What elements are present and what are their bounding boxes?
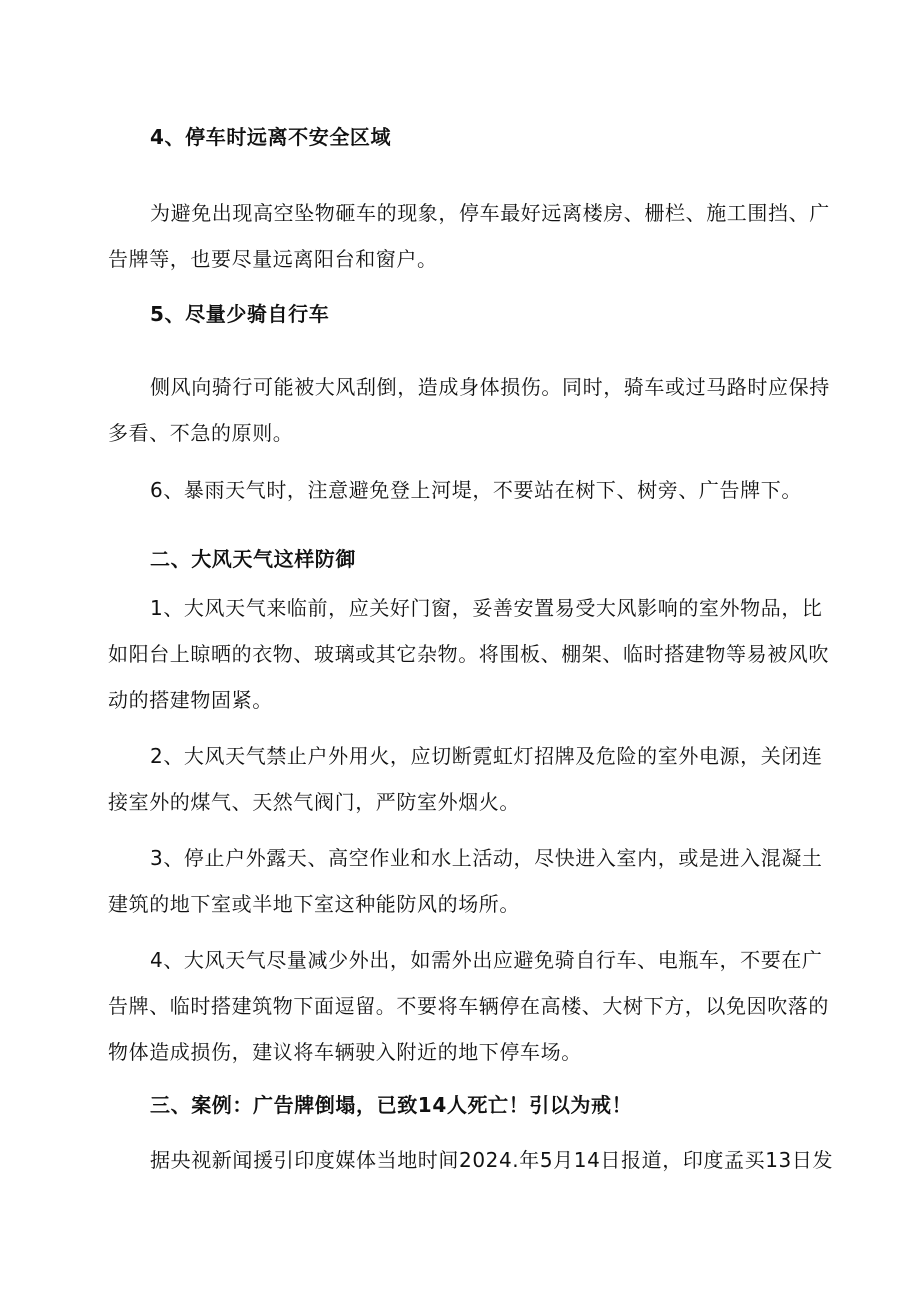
section-heading-wind-defense: 二、大风天气这样防御 [150, 547, 356, 571]
paragraph-line: 6、暴雨天气时，注意避免登上河堤，不要站在树下、树旁、广告牌下。 [150, 478, 802, 502]
paragraph-line: 4、大风天气尽量减少外出，如需外出应避免骑自行车、电瓶车，不要在广 [150, 948, 823, 972]
paragraph-line: 多看、不急的原则。 [108, 421, 294, 445]
paragraph-line: 告牌等，也要尽量远离阳台和窗户。 [108, 247, 438, 271]
paragraph-line: 为避免出现高空坠物砸车的现象，停车最好远离楼房、栅栏、施工围挡、广 [150, 201, 830, 225]
paragraph-line: 3、停止户外露天、高空作业和水上活动，尽快进入室内，或是进入混凝土 [150, 846, 823, 870]
paragraph-line: 告牌、临时搭建筑物下面逗留。不要将车辆停在高楼、大树下方，以免因吹落的 [108, 994, 829, 1018]
paragraph-line: 据央视新闻援引印度媒体当地时间2024.年5月14日报道，印度孟买13日发 [150, 1148, 834, 1172]
section-heading-case: 三、案例：广告牌倒塌，已致14人死亡！引以为戒！ [150, 1093, 633, 1117]
paragraph-line: 动的搭建物固紧。 [108, 688, 273, 712]
paragraph-line: 接室外的煤气、天然气阀门，严防室外烟火。 [108, 790, 520, 814]
paragraph-line: 物体造成损伤，建议将车辆驶入附近的地下停车场。 [108, 1040, 582, 1064]
paragraph-line: 侧风向骑行可能被大风刮倒，造成身体损伤。同时，骑车或过马路时应保持 [150, 375, 830, 399]
heading-parking-safety: 4、停车时远离不安全区域 [150, 125, 392, 149]
paragraph-line: 如阳台上晾晒的衣物、玻璃或其它杂物。将围板、棚架、临时搭建物等易被风吹 [108, 642, 829, 666]
paragraph-line: 建筑的地下室或半地下室这种能防风的场所。 [108, 892, 520, 916]
heading-bicycle: 5、尽量少骑自行车 [150, 302, 330, 326]
paragraph-line: 1、大风天气来临前，应关好门窗，妥善安置易受大风影响的室外物品，比 [150, 596, 823, 620]
paragraph-line: 2、大风天气禁止户外用火，应切断霓虹灯招牌及危险的室外电源，关闭连 [150, 744, 823, 768]
